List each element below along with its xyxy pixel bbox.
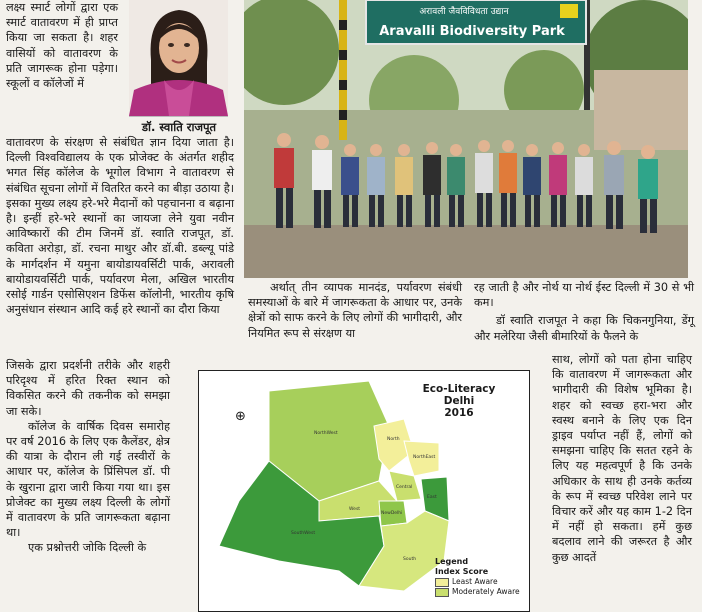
article-column-left — [6, 135, 234, 317]
article-column-left-lower — [6, 358, 170, 556]
district-label: SouthWest — [291, 531, 316, 536]
portrait-caption: डॉ. स्वाति राजपूत — [141, 120, 217, 134]
district-label: NorthEast — [413, 455, 436, 460]
sign-english-text: Aravalli Biodiversity Park — [379, 24, 565, 39]
legend-swatch — [435, 588, 449, 597]
legend-item: Moderately Aware — [435, 587, 520, 597]
map-title: Eco-Literacy Delhi 2016 — [422, 383, 496, 419]
map-legend: Legend Index Score Least Aware Moderately Aware — [435, 557, 520, 596]
article-column-right-lower — [552, 352, 692, 565]
paragraph: अर्थात् तीन व्यापक मानदंड, पर्यावरण संबंधी समस्याओं के बारे में जागरूकता के आधार पर, उनके क्षेत्रों को साफ करने के लिए लोगों की भागीदारी, और नियमित रूप से संरक्षण या — [248, 281, 462, 340]
article-column-left-top — [6, 0, 118, 91]
paragraph: डॉ स्वाति राजपूत ने कहा कि चिकनगुनिया, डेंगू और मलेरिया जैसी बीमारियों के फैलने के — [474, 314, 694, 343]
portrait-image — [129, 0, 228, 116]
paragraph: वातावरण के संरक्षण से संबंधित ज्ञान दिया जाता है। दिल्ली विश्वविद्यालय के एक प्रोजेक्ट के अंतर्गत शहीद भगत सिंह कॉलेज के भूगोल विभाग ने वातावरण से संबंधित सूचना लोगों में वितरित करने का बीड़ा उठाया है। इसका मुख्य लक्ष्य हरे-भरे मैदानों को पहचानना व बढ़ाना है। इन्हीं हरे-भरे स्थानों का जायजा लेने युवा नवीन आविष्कारों की टीम जिनमें डॉ. स्वाति राजपूत, डॉ. कविता अरोड़ा, डॉ. रचना माथुर और डॉ.बी. डब्ल्यू पांडे के मार्गदर्शन में यमुना बायोडायवर्सिटी पार्क, अरावली बायोडायवर्सिटी पार्क, पर्यावरण मेला, अखिल भारतीय रसोई गार्डन एसोसिएशन डिफेंस कॉलोनी, भारतीय कृषि अनुसंधान संस्थान आदि कई हरे स्थानों का दौरा किया — [6, 136, 234, 317]
district-label: NewDelhi — [381, 511, 403, 516]
portrait-photo — [129, 0, 228, 117]
district-label: Central — [396, 485, 413, 490]
paragraph: जिसके द्वारा प्रदर्शनी तरीके और शहरी परिदृश्य में हरित रिक्त स्थान को विकसित करने की तकनीक को समझा जा सके। — [6, 359, 170, 418]
sign-hindi-text: अरावली जैवविविधता उद्यान — [419, 7, 509, 17]
group-photo-image — [244, 0, 688, 278]
legend-swatch — [435, 578, 449, 587]
article-column-right — [474, 280, 694, 344]
district-label: East — [427, 495, 437, 500]
north-arrow-icon: ⊕ — [235, 409, 246, 424]
district-label: South — [403, 557, 417, 562]
paragraph: लक्ष्य स्मार्ट लोगों द्वारा एक स्मार्ट वातावरण में ही प्राप्त किया जा सकता है। शहर वासियों को वातावरण के प्रति जागरूक होना पड़ेगा। स्कूलों व कॉलेजों में — [6, 1, 118, 91]
group-photo — [244, 0, 688, 278]
paragraph: कॉलेज के वार्षिक दिवस समारोह पर वर्ष 2016 के लिए एक कैलेंडर, क्षेत्र की यात्रा के दौरान ली गई तस्वीरों के आधार पर, कॉलेज के प्रिंसिपल डॉ. पी के खुराना द्वारा जारी किया गया था। इस प्रोजेक्ट का मुख्य लक्ष्य दिल्ली के लोगों में वातावरण के प्रति जागरूकता बढ़ाना था। — [6, 419, 170, 540]
legend-item: Least Aware — [435, 577, 520, 587]
paragraph: एक प्रश्नोत्तरी जोकि दिल्ली के — [28, 541, 147, 555]
article-column-middle — [248, 280, 462, 341]
paragraph: साथ, लोगों को पता होना चाहिए कि वातावरण में जागरूकता और भागीदारी की विशेष भूमिका है। शहर को स्वच्छ हरा-भरा और स्वस्थ बनाने के लिए एक दिन ड्राइव पर्याप्त नहीं हैं, लोगों को समझना चाहिए कि सतत रहने के लिए यह महत्वपूर्ण है कि उनके अधिकार के साथ ही उनके कर्तव्य के रूप में स्वच्छ परिवेश लाने पर विचार करें और यह काम 1-2 दिन में नहीं हो सकता। हमें कुछ बदलाव लाने की जरूरत है और कुछ आदतें — [552, 353, 692, 564]
district-label: North — [387, 437, 400, 442]
paragraph: रह जाती है और नोर्थ या नोर्थ ईस्ट दिल्ली में 30 से भी कम। — [474, 281, 694, 310]
district-label: NorthWest — [314, 431, 338, 436]
district-label: West — [349, 507, 361, 512]
eco-literacy-map — [198, 370, 530, 612]
